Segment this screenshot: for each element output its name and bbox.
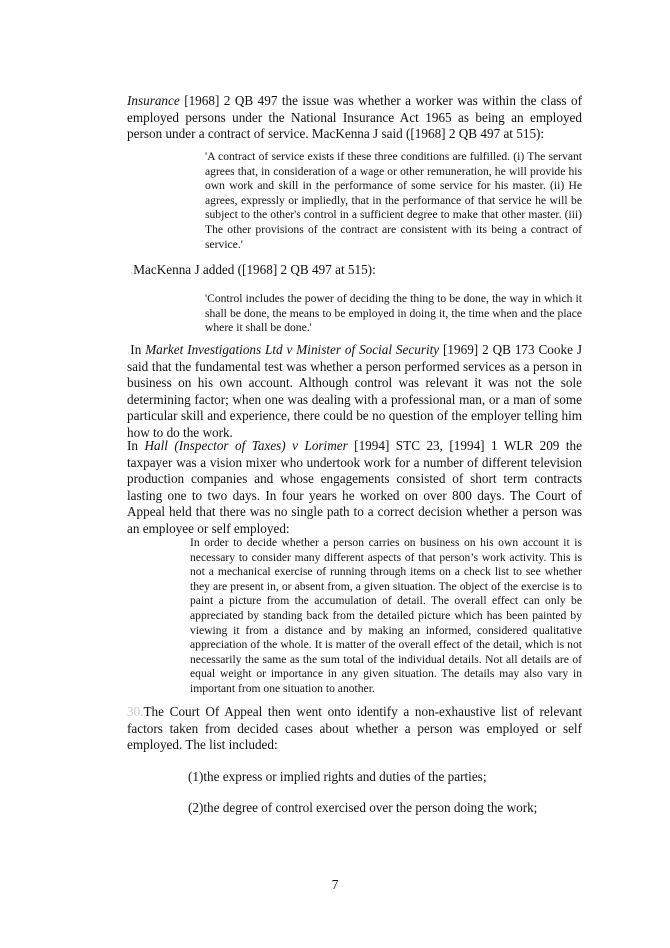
paragraph-number: 30.: [127, 704, 144, 719]
list-item: (1)the express or implied rights and duties of the parties;: [188, 769, 487, 784]
paragraph-insurance: [127, 93, 582, 143]
paragraph-number: .: [127, 342, 131, 357]
paragraph-lead: In: [130, 342, 146, 357]
paragraph-hall-v-lorimer: [127, 438, 582, 538]
paragraph-lead: In: [127, 438, 145, 453]
paragraph-number: .: [130, 262, 134, 277]
page-number: 7: [331, 877, 339, 892]
paragraph-text: The Court Of Appeal then went onto identify a non-exhaustive list of relevant factors taken from decided cases about whether a person was employed or self employed. The list included:: [127, 704, 582, 753]
quote-contract-of-service: 'A contract of service exists if these three conditions are fulfilled. (i) The servant agrees that, in consideration of a wage or other remuneration, he will provide his own work and skill in the performance of some service for his master. (ii) He agrees, expressly or impliedly, that in the performance of that service he will be subject to the other's control in a sufficient degree to make that other master. (iii) The other provisions of the contract are consistent with its being a contract of service.': [205, 150, 582, 251]
quote-control: 'Control includes the power of deciding the thing to be done, the way in which it shall be done, the means to be employed in doing it, the time when and the place where it shall be done.': [205, 292, 582, 335]
case-name: Insurance: [127, 93, 180, 108]
paragraph-text: [1994] STC 23, [1994] 1 WLR 209 the taxpayer was a vision mixer who undertook work for a number of different television production companies and whose engagements consisted of short term contracts lasting one to two days. In four years he worked on over 800 days. The Court of Appeal held that there was no single path to a correct decision whether a person was an employee or self employed:: [127, 438, 582, 536]
paragraph-mackenna-added: [130, 262, 585, 279]
case-name: Hall (Inspector of Taxes) v Lorimer: [144, 438, 348, 453]
case-name: Market Investigations Ltd v Minister of Social Security: [145, 342, 440, 357]
paragraph-text: MacKenna J added ([1968] 2 QB 497 at 515):: [133, 262, 376, 277]
list-item: (2)the degree of control exercised over the person doing the work;: [188, 800, 538, 815]
paragraph-market-investigations: [127, 342, 582, 442]
paragraph-text: [1968] 2 QB 497 the issue was whether a worker was within the class of employed persons under the National Insurance Act 1965 as being an employed person under a contract of service. MacKenna J said ([1968] 2 QB 497 at 515):: [127, 93, 582, 142]
quote-court-of-appeal: In order to decide whether a person carries on business on his own account it is necessary to consider many different aspects of that person’s work activity. This is not a mechanical exercise of running through items on a check list to see whether they are present in, or absent from, a given situation. The object of the exercise is to paint a picture from the accumulation of detail. The overall effect can only be appreciated by standing back from the detailed picture which has been painted by viewing it from a distance and by making an informed, considered qualitative appreciation of the whole. It is matter of the overall effect of the detail, which is not necessarily the same as the sum total of the individual details. Not all details are of equal weight or importance in any given situation. The details may also vary in important from one situation to another.: [190, 536, 582, 695]
paragraph-30: [127, 704, 582, 754]
paragraph-text: [1969] 2 QB 173 Cooke J said that the fundamental test was whether a person performed services as a person in business on his own account. Although control was relevant it was not the sole determining factor; when one was dealing with a professional man, or a man of some particular skill and experience, there could be no question of the employer telling him how to do the work.: [127, 342, 582, 440]
